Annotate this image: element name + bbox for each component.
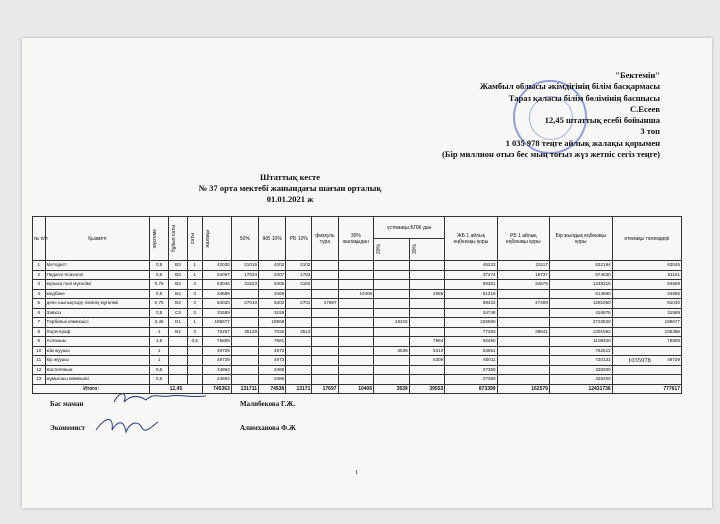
cell-p50 <box>231 346 258 356</box>
cell-phys <box>312 375 338 385</box>
chief-role: Бас маман <box>50 400 84 408</box>
cell-lvl: 1 <box>187 270 202 280</box>
cell-rf <box>497 289 549 299</box>
cell-cat: В4 <box>169 327 188 337</box>
cell-zf: 37474 <box>445 270 497 280</box>
cell-phys <box>312 356 338 366</box>
table-row <box>33 356 682 366</box>
econ-signature <box>92 412 162 438</box>
econ-name: Алимханова Ф.Ж <box>240 424 296 432</box>
cell-cat <box>169 346 188 356</box>
cell-b20: 18315 <box>374 318 410 328</box>
header-zhb10: ЖБ 10% <box>259 217 286 261</box>
total-rb: 13171 <box>286 384 312 394</box>
cell-n: 11 <box>33 356 46 366</box>
cell-p50 <box>231 318 258 328</box>
cell-cnt: 1 <box>150 346 169 356</box>
grand-total: 1035978 <box>628 357 651 364</box>
cell-cnt: 0,5 <box>150 261 169 271</box>
cell-n: 8 <box>33 327 46 337</box>
cell-zhb: 3159 <box>259 308 286 318</box>
cell-b20 <box>374 308 410 318</box>
cell-pos: Кiр жуушы <box>45 356 150 366</box>
cell-rb: 3152 <box>286 280 312 290</box>
cell-sal: 34067 <box>202 270 231 280</box>
cell-p30 <box>338 346 374 356</box>
total-yf: 12431736 <box>549 384 612 394</box>
cell-rb: 1703 <box>286 270 312 280</box>
title-line2: № 37 орта мектебі жанындағы шағын орталық <box>198 183 382 193</box>
cell-pos: Педагог-психолог <box>45 270 150 280</box>
cell-ex: 81030 <box>612 299 681 309</box>
total-p50: 131711 <box>231 384 258 394</box>
cell-phys <box>312 261 338 271</box>
cell-b30 <box>409 327 445 337</box>
cell-yf: 416976 <box>549 308 612 318</box>
cell-yf: 614590 <box>549 289 612 299</box>
cell-zhb: 4973 <box>259 356 286 366</box>
cell-zhb: 2486 <box>259 365 286 375</box>
cell-phys <box>312 318 338 328</box>
cell-zf: 27350 <box>445 365 497 375</box>
table-row <box>33 308 682 318</box>
cell-cnt: 0,5 <box>150 289 169 299</box>
cell-ex: 105386 <box>612 327 681 337</box>
cell-yf: 328200 <box>549 365 612 375</box>
cell-b20: 3539 <box>374 346 410 356</box>
cell-cnt: 0,75 <box>150 299 169 309</box>
cell-zf: 59422 <box>445 299 497 309</box>
cell-p30: 10406 <box>338 289 374 299</box>
cell-yf: 1281960 <box>549 299 612 309</box>
cell-zhb: 6305 <box>259 280 286 290</box>
cell-yf: 1109400 <box>549 337 612 347</box>
table-row <box>33 318 682 328</box>
approval-line6: 1 035 978 теңге айлық жалақы қорымен <box>505 137 660 148</box>
cell-zf: 46233 <box>445 261 497 271</box>
cell-zhb: 3407 <box>259 270 286 280</box>
cell-phys <box>312 365 338 375</box>
cell-p30 <box>338 299 374 309</box>
cell-phys <box>312 337 338 347</box>
document-title <box>190 172 390 205</box>
cell-n: 7 <box>33 318 46 328</box>
cell-b30 <box>409 318 445 328</box>
approval-block <box>390 70 660 160</box>
cell-b30 <box>409 308 445 318</box>
cell-rb: 3513 <box>286 327 312 337</box>
cell-b20 <box>374 270 410 280</box>
cell-yf: 720132 <box>549 356 612 366</box>
cell-rb: 2701 <box>286 299 312 309</box>
cell-ex: 34686 <box>612 289 681 299</box>
cell-n: 4 <box>33 289 46 299</box>
cell-b20 <box>374 337 410 347</box>
cell-cat: В4 <box>169 289 188 299</box>
total-b30: 39553 <box>409 384 445 394</box>
cell-zf: 51216 <box>445 289 497 299</box>
cell-pos: жұмысшы көмекшісі <box>45 375 150 385</box>
cell-zf: 92450 <box>445 337 497 347</box>
cell-b30: 7964 <box>409 337 445 347</box>
cell-lvl: 3,5 <box>187 337 202 347</box>
cell-zf: 34748 <box>445 308 497 318</box>
cell-b20 <box>374 327 410 337</box>
cell-pos: дене шынықтыру пәнінің мұғалімі <box>45 299 150 309</box>
cell-sal: 49729 <box>202 346 231 356</box>
cell-ex: 189677 <box>612 318 681 328</box>
cell-b30 <box>409 280 445 290</box>
cell-cat <box>169 337 188 347</box>
header-zhb-fund: ЖБ 1 айлық еңбекақы қоры <box>445 217 497 261</box>
cell-rf <box>497 356 549 366</box>
cell-ex: 31589 <box>612 308 681 318</box>
cell-sal: 76805 <box>202 337 231 347</box>
cell-b20 <box>374 289 410 299</box>
cell-b20 <box>374 261 410 271</box>
cell-pos: Методист <box>45 261 150 271</box>
cell-n: 2 <box>33 270 46 280</box>
chief-name: Малибекова Г.Ж. <box>240 400 296 408</box>
cell-p30 <box>338 318 374 328</box>
cell-sal: 42030 <box>202 261 231 271</box>
cell-n: 12 <box>33 365 46 375</box>
cell-sal: 49729 <box>202 356 231 366</box>
cell-b20 <box>374 299 410 309</box>
cell-cnt: 0,5 <box>150 375 169 385</box>
approval-line3: С.Есеев <box>630 103 660 114</box>
cell-p50: 21015 <box>231 261 258 271</box>
staffing-table <box>32 216 682 394</box>
cell-cat: В3 <box>169 280 188 290</box>
cell-cat <box>169 365 188 375</box>
cell-zhb: 2486 <box>259 375 286 385</box>
cell-sal: 189677 <box>202 318 231 328</box>
cell-zf: 69351 <box>445 280 497 290</box>
cell-pos: музыка пәні мұғалімі <box>45 280 150 290</box>
cell-phys <box>312 308 338 318</box>
total-ex: 777617 <box>612 384 681 394</box>
cell-cat: В3 <box>169 299 188 309</box>
cell-p50: 35129 <box>231 327 258 337</box>
cell-p30 <box>338 337 374 347</box>
header-salary: жалақы <box>204 229 211 248</box>
cell-lvl: 3 <box>187 327 202 337</box>
cell-rf <box>497 346 549 356</box>
cell-yf: 674530 <box>549 270 612 280</box>
approval-line2: Тараз қаласы білім бөлімінің басшысы <box>508 92 660 103</box>
header-pct50: 50% <box>231 217 258 261</box>
cell-cat: В3 <box>169 270 188 280</box>
cell-cat: С3 <box>169 308 188 318</box>
cell-lvl: 4 <box>187 280 202 290</box>
cell-yf: 328200 <box>549 375 612 385</box>
cell-ex <box>612 375 681 385</box>
cell-p30 <box>338 365 374 375</box>
cell-p50: 17034 <box>231 270 258 280</box>
cell-rf <box>497 375 549 385</box>
cell-ex: 63045 <box>612 261 681 271</box>
cell-rb <box>286 308 312 318</box>
cell-cnt: 1 <box>150 356 169 366</box>
cell-n: 9 <box>33 337 46 347</box>
cell-b20 <box>374 365 410 375</box>
cell-pos: Завхоз <box>45 308 150 318</box>
cell-n: 5 <box>33 299 46 309</box>
total-rf: 162579 <box>497 384 549 394</box>
cell-zhb: 18968 <box>259 318 286 328</box>
cell-rf: 18737 <box>497 270 549 280</box>
cell-cnt: 0,5 <box>150 270 169 280</box>
cell-phys <box>312 346 338 356</box>
cell-zhb: 5402 <box>259 299 286 309</box>
cell-yf: 2723520 <box>549 318 612 328</box>
chief-signature <box>110 388 210 410</box>
cell-yf: 762612 <box>549 346 612 356</box>
cell-zf: 27350 <box>445 375 497 385</box>
cell-p50 <box>231 375 258 385</box>
cell-p50 <box>231 365 258 375</box>
cell-pos: Тәрбиеші көмекшісі <box>45 318 150 328</box>
cell-sal: 70257 <box>202 327 231 337</box>
approval-org: "Бектемін" <box>615 70 660 80</box>
cell-rb: 2102 <box>286 261 312 271</box>
total-p30: 10406 <box>338 384 374 394</box>
cell-n: 13 <box>33 375 46 385</box>
cell-p50 <box>231 289 258 299</box>
cell-rf <box>497 337 549 347</box>
cell-rf: 47408 <box>497 299 549 309</box>
cell-p30 <box>338 261 374 271</box>
cell-b30 <box>409 270 445 280</box>
approval-line4: 12,45 штаттық есебі бойынша <box>544 115 660 126</box>
cell-lvl <box>187 375 202 385</box>
cell-cnt: 3,45 <box>150 318 169 328</box>
cell-p30 <box>338 327 374 337</box>
cell-ex <box>612 346 681 356</box>
header-rb-fund: РБ 1 айлық еңбекақы қоры <box>497 217 549 261</box>
cell-n: 3 <box>33 280 46 290</box>
cell-sal: 24864 <box>202 375 231 385</box>
cell-cat <box>169 356 188 366</box>
cell-rb <box>286 346 312 356</box>
cell-rf <box>497 365 549 375</box>
cell-p50: 27010 <box>231 299 258 309</box>
approval-line1: Жамбыл облысы әкімдігінің білім басқармасы <box>479 81 660 92</box>
header-category: бұйыл саты <box>171 224 178 253</box>
cell-rb <box>286 337 312 347</box>
page-number: 1 <box>355 470 358 476</box>
cell-n: 10 <box>33 346 46 356</box>
cell-yf: 832194 <box>549 261 612 271</box>
cell-zhb: 4973 <box>259 346 286 356</box>
total-phys: 17697 <box>312 384 338 394</box>
cell-phys <box>312 327 338 337</box>
cell-b30 <box>409 299 445 309</box>
cell-b30 <box>409 375 445 385</box>
cell-rb <box>286 289 312 299</box>
header-pct30: 30% жалақыдан <box>338 217 374 261</box>
cell-ex: 94569 <box>612 280 681 290</box>
header-position: Қызметі <box>45 217 150 261</box>
cell-zhb: 3469 <box>259 289 286 299</box>
total-cnt: 12,45 <box>150 384 202 394</box>
cell-rf <box>497 318 549 328</box>
cell-lvl <box>187 365 202 375</box>
cell-b30: 5309 <box>409 356 445 366</box>
table-row <box>33 270 682 280</box>
cell-rf: 23117 <box>497 261 549 271</box>
table-row <box>33 289 682 299</box>
cell-p30 <box>338 270 374 280</box>
header-level: саты <box>189 232 196 245</box>
cell-lvl: 3 <box>187 299 202 309</box>
cell-rb <box>286 356 312 366</box>
approval-line5: 3 топ <box>640 126 660 137</box>
cell-pos: Аспазшы <box>45 337 150 347</box>
cell-b30 <box>409 261 445 271</box>
cell-lvl <box>187 356 202 366</box>
cell-p30 <box>338 356 374 366</box>
cell-zhb: 4203 <box>259 261 286 271</box>
cell-b20 <box>374 280 410 290</box>
cell-zf: 226960 <box>445 318 497 328</box>
cell-pos: кiiм жуушы <box>45 346 150 356</box>
table-body <box>33 261 682 394</box>
cell-rf <box>497 308 549 318</box>
cell-yf: 1248316 <box>549 280 612 290</box>
cell-cnt: 0,75 <box>150 280 169 290</box>
cell-p50 <box>231 337 258 347</box>
table-row <box>33 365 682 375</box>
cell-n: 6 <box>33 308 46 318</box>
cell-cnt: 1 <box>150 327 169 337</box>
cell-p50: 31523 <box>231 280 258 290</box>
cell-cnt: 0,5 <box>150 308 169 318</box>
cell-pos: медбике <box>45 289 150 299</box>
cell-zf: 60011 <box>445 356 497 366</box>
total-zhb: 74538 <box>259 384 286 394</box>
cell-p50 <box>231 308 258 318</box>
cell-rb <box>286 318 312 328</box>
title-line1: Штаттық кесте <box>260 172 320 182</box>
cell-zf: 77283 <box>445 327 497 337</box>
cell-b30 <box>409 365 445 375</box>
cell-p30 <box>338 308 374 318</box>
total-b20: 3539 <box>374 384 410 394</box>
cell-sal: 34686 <box>202 289 231 299</box>
cell-b20 <box>374 356 410 366</box>
table-row <box>33 346 682 356</box>
header-bonus: үстемақы БЛЖ дан <box>374 217 445 239</box>
table-row <box>33 299 682 309</box>
table-row <box>33 337 682 347</box>
cell-rb <box>286 375 312 385</box>
cell-yf: 1391092 <box>549 327 612 337</box>
cell-ex <box>612 365 681 375</box>
econ-role: Экономист <box>50 424 85 432</box>
cell-sal: 63046 <box>202 280 231 290</box>
cell-rb <box>286 365 312 375</box>
cell-cnt: 0,5 <box>150 365 169 375</box>
cell-pos: Хореограф <box>45 327 150 337</box>
cell-lvl: 1 <box>187 318 202 328</box>
cell-cat: D1 <box>169 318 188 328</box>
cell-phys <box>312 270 338 280</box>
header-count: жүктеме <box>152 228 159 249</box>
cell-lvl: 1 <box>187 261 202 271</box>
cell-phys <box>312 289 338 299</box>
table-row <box>33 280 682 290</box>
cell-pos: Кастелянша <box>45 365 150 375</box>
header-b20: 20% <box>376 244 383 255</box>
cell-lvl <box>187 346 202 356</box>
cell-cat <box>169 375 188 385</box>
cell-ex: 51101 <box>612 270 681 280</box>
cell-zf: 63551 <box>445 346 497 356</box>
cell-rf: 38641 <box>497 327 549 337</box>
header-phys: физкуль тура <box>312 217 338 261</box>
total-zf: 873399 <box>445 384 497 394</box>
cell-b30: 5310 <box>409 346 445 356</box>
title-line3: 01.01.2021 ж <box>266 194 314 204</box>
cell-sal: 31589 <box>202 308 231 318</box>
header-year-fund: Бір жылдық еңбекақы қоры <box>549 217 612 261</box>
approval-line7: (Бір миллион отыз бес мың тоғыз жүз жетпіс сегіз теңге) <box>442 149 660 160</box>
total-sal: 745363 <box>202 384 231 394</box>
cell-lvl: 3 <box>187 308 202 318</box>
table-row <box>33 327 682 337</box>
cell-p50 <box>231 356 258 366</box>
cell-p30 <box>338 375 374 385</box>
cell-b30: 2655 <box>409 289 445 299</box>
cell-rf: 34675 <box>497 280 549 290</box>
header-rb10: РБ 10% <box>286 217 312 261</box>
cell-phys <box>312 280 338 290</box>
cell-cat: В3 <box>169 261 188 271</box>
header-num: № п/п <box>33 217 46 261</box>
total-label: Итого: <box>33 384 150 394</box>
cell-p30 <box>338 280 374 290</box>
cell-sal: 54020 <box>202 299 231 309</box>
table-row <box>33 261 682 271</box>
cell-zhb: 7026 <box>259 327 286 337</box>
cell-ex: 49729 <box>612 356 681 366</box>
table-row <box>33 375 682 385</box>
header-b30: 30% <box>411 244 418 255</box>
cell-n: 1 <box>33 261 46 271</box>
cell-zhb: 7681 <box>259 337 286 347</box>
cell-phys: 17697 <box>312 299 338 309</box>
cell-lvl: 3 <box>187 289 202 299</box>
header-extra: өтемақы төлемдері <box>612 217 681 261</box>
cell-ex: 76805 <box>612 337 681 347</box>
cell-sal: 24864 <box>202 365 231 375</box>
cell-cnt: 1,5 <box>150 337 169 347</box>
cell-b20 <box>374 375 410 385</box>
